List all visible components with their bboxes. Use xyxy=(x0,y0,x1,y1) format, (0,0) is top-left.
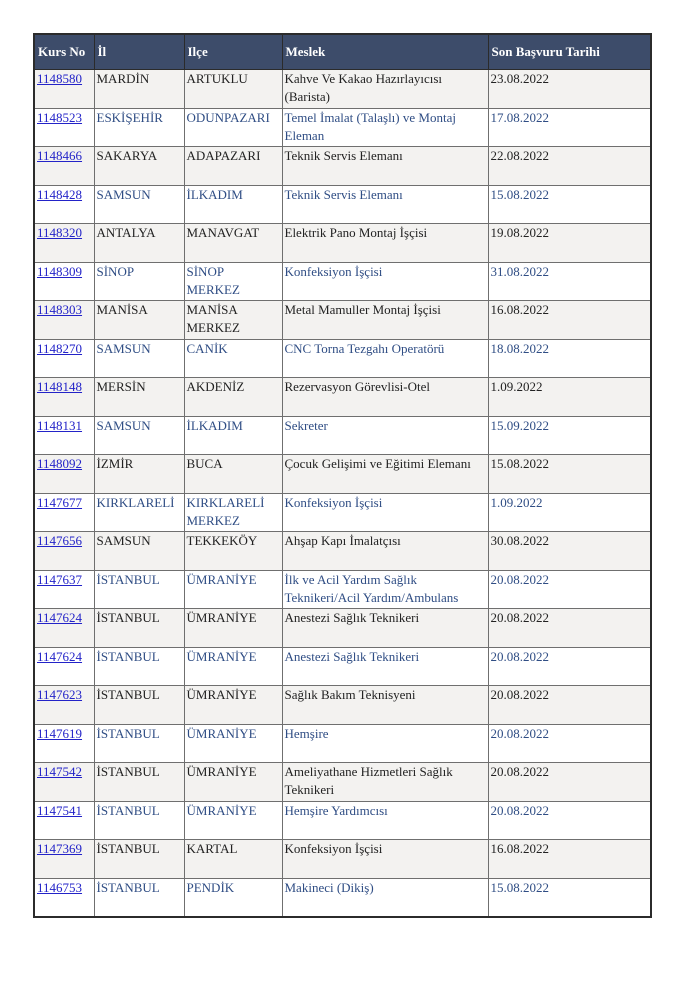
meslek-cell: Hemşire Yardımcısı xyxy=(282,801,488,840)
son-basvuru-tarihi-cell: 20.08.2022 xyxy=(488,609,651,648)
il-cell: ANTALYA xyxy=(94,224,184,263)
son-basvuru-tarihi-cell: 23.08.2022 xyxy=(488,70,651,109)
son-basvuru-tarihi-cell: 18.08.2022 xyxy=(488,339,651,378)
meslek-cell: CNC Torna Tezgahı Operatörü xyxy=(282,339,488,378)
meslek-cell: Sağlık Bakım Teknisyeni xyxy=(282,686,488,725)
kurs-no-link[interactable]: 1148092 xyxy=(37,456,83,471)
meslek-cell: Kahve Ve Kakao Hazırlayıcısı (Barista) xyxy=(282,70,488,109)
ilce-cell: MANİSA MERKEZ xyxy=(184,301,282,340)
kurs-no-cell xyxy=(34,147,94,186)
course-list-page xyxy=(33,33,650,918)
table-row xyxy=(34,147,651,186)
meslek-cell: Konfeksiyon İşçisi xyxy=(282,840,488,879)
header-ilce: Ilçe xyxy=(184,34,282,70)
il-cell: SAMSUN xyxy=(94,339,184,378)
ilce-cell: PENDİK xyxy=(184,878,282,917)
table-row xyxy=(34,763,651,802)
ilce-cell: ÜMRANİYE xyxy=(184,801,282,840)
table-row xyxy=(34,686,651,725)
kurs-no-link[interactable]: 1147619 xyxy=(37,725,83,741)
kurs-no-link[interactable]: 1147656 xyxy=(37,533,83,548)
kurs-no-link[interactable]: 1147624 xyxy=(37,648,83,664)
son-basvuru-tarihi-cell: 20.08.2022 xyxy=(488,763,651,802)
son-basvuru-tarihi-cell: 20.08.2022 xyxy=(488,724,651,763)
il-cell: SİNOP xyxy=(94,262,184,301)
kurs-no-cell xyxy=(34,493,94,532)
meslek-cell: Ameliyathane Hizmetleri Sağlık Teknikeri xyxy=(282,763,488,802)
meslek-cell: Makineci (Dikiş) xyxy=(282,878,488,917)
kurs-no-cell xyxy=(34,878,94,917)
ilce-cell: ÜMRANİYE xyxy=(184,570,282,609)
meslek-cell: Hemşire xyxy=(282,724,488,763)
ilce-cell: İLKADIM xyxy=(184,416,282,455)
son-basvuru-tarihi-cell: 22.08.2022 xyxy=(488,147,651,186)
son-basvuru-tarihi-cell: 15.08.2022 xyxy=(488,878,651,917)
course-table xyxy=(33,33,652,918)
header-il: İl xyxy=(94,34,184,70)
kurs-no-link[interactable]: 1147637 xyxy=(37,571,83,587)
kurs-no-link[interactable]: 1148523 xyxy=(37,109,83,125)
table-row xyxy=(34,378,651,417)
table-row xyxy=(34,840,651,879)
il-cell: İSTANBUL xyxy=(94,840,184,879)
ilce-cell: CANİK xyxy=(184,339,282,378)
table-row xyxy=(34,185,651,224)
table-row xyxy=(34,609,651,648)
kurs-no-link[interactable]: 1148466 xyxy=(37,148,83,163)
kurs-no-cell xyxy=(34,609,94,648)
il-cell: MARDİN xyxy=(94,70,184,109)
kurs-no-link[interactable]: 1148428 xyxy=(37,186,83,202)
kurs-no-link[interactable]: 1148270 xyxy=(37,340,83,356)
kurs-no-cell xyxy=(34,532,94,571)
son-basvuru-tarihi-cell: 20.08.2022 xyxy=(488,647,651,686)
kurs-no-cell xyxy=(34,416,94,455)
kurs-no-cell xyxy=(34,840,94,879)
meslek-cell: Teknik Servis Elemanı xyxy=(282,147,488,186)
meslek-cell: Konfeksiyon İşçisi xyxy=(282,493,488,532)
kurs-no-link[interactable]: 1148309 xyxy=(37,263,83,279)
kurs-no-cell xyxy=(34,339,94,378)
il-cell: İSTANBUL xyxy=(94,763,184,802)
meslek-cell: Anestezi Sağlık Teknikeri xyxy=(282,609,488,648)
ilce-cell: TEKKEKÖY xyxy=(184,532,282,571)
ilce-cell: KARTAL xyxy=(184,840,282,879)
il-cell: MANİSA xyxy=(94,301,184,340)
il-cell: MERSİN xyxy=(94,378,184,417)
table-row xyxy=(34,339,651,378)
table-row xyxy=(34,493,651,532)
kurs-no-cell xyxy=(34,108,94,147)
table-header xyxy=(34,34,651,70)
son-basvuru-tarihi-cell: 15.08.2022 xyxy=(488,185,651,224)
il-cell: ESKİŞEHİR xyxy=(94,108,184,147)
table-row xyxy=(34,455,651,494)
kurs-no-link[interactable]: 1147677 xyxy=(37,494,83,510)
son-basvuru-tarihi-cell: 16.08.2022 xyxy=(488,301,651,340)
table-row xyxy=(34,301,651,340)
il-cell: İZMİR xyxy=(94,455,184,494)
kurs-no-cell xyxy=(34,185,94,224)
il-cell: İSTANBUL xyxy=(94,686,184,725)
il-cell: İSTANBUL xyxy=(94,570,184,609)
kurs-no-cell xyxy=(34,647,94,686)
son-basvuru-tarihi-cell: 31.08.2022 xyxy=(488,262,651,301)
kurs-no-cell xyxy=(34,224,94,263)
header-meslek: Meslek xyxy=(282,34,488,70)
ilce-cell: ÜMRANİYE xyxy=(184,763,282,802)
meslek-cell: Teknik Servis Elemanı xyxy=(282,185,488,224)
meslek-cell: Anestezi Sağlık Teknikeri xyxy=(282,647,488,686)
kurs-no-link[interactable]: 1148320 xyxy=(37,225,83,240)
kurs-no-cell xyxy=(34,262,94,301)
ilce-cell: ÜMRANİYE xyxy=(184,724,282,763)
il-cell: SAMSUN xyxy=(94,532,184,571)
son-basvuru-tarihi-cell: 1.09.2022 xyxy=(488,493,651,532)
meslek-cell: Konfeksiyon İşçisi xyxy=(282,262,488,301)
kurs-no-link[interactable]: 1148131 xyxy=(37,417,83,433)
il-cell: SAMSUN xyxy=(94,185,184,224)
table-row xyxy=(34,224,651,263)
kurs-no-link[interactable]: 1147542 xyxy=(37,764,83,779)
table-row xyxy=(34,532,651,571)
kurs-no-link[interactable]: 1146753 xyxy=(37,879,83,895)
il-cell: KIRKLARELİ xyxy=(94,493,184,532)
table-row xyxy=(34,570,651,609)
meslek-cell: Ahşap Kapı İmalatçısı xyxy=(282,532,488,571)
il-cell: İSTANBUL xyxy=(94,609,184,648)
il-cell: SAKARYA xyxy=(94,147,184,186)
son-basvuru-tarihi-cell: 30.08.2022 xyxy=(488,532,651,571)
ilce-cell: KIRKLARELİ MERKEZ xyxy=(184,493,282,532)
kurs-no-cell xyxy=(34,70,94,109)
kurs-no-cell xyxy=(34,763,94,802)
ilce-cell: ODUNPAZARI xyxy=(184,108,282,147)
son-basvuru-tarihi-cell: 15.08.2022 xyxy=(488,455,651,494)
header-son-basvuru-tarihi: Son Başvuru Tarihi xyxy=(488,34,651,70)
ilce-cell: İLKADIM xyxy=(184,185,282,224)
table-row xyxy=(34,70,651,109)
ilce-cell: ADAPAZARI xyxy=(184,147,282,186)
son-basvuru-tarihi-cell: 16.08.2022 xyxy=(488,840,651,879)
kurs-no-link[interactable]: 1147541 xyxy=(37,802,83,818)
son-basvuru-tarihi-cell: 19.08.2022 xyxy=(488,224,651,263)
ilce-cell: ÜMRANİYE xyxy=(184,609,282,648)
table-row xyxy=(34,416,651,455)
header-kurs-no: Kurs No xyxy=(34,34,94,70)
table-row xyxy=(34,647,651,686)
son-basvuru-tarihi-cell: 17.08.2022 xyxy=(488,108,651,147)
ilce-cell: ÜMRANİYE xyxy=(184,686,282,725)
ilce-cell: ÜMRANİYE xyxy=(184,647,282,686)
son-basvuru-tarihi-cell: 1.09.2022 xyxy=(488,378,651,417)
ilce-cell: AKDENİZ xyxy=(184,378,282,417)
meslek-cell: Çocuk Gelişimi ve Eğitimi Elemanı xyxy=(282,455,488,494)
header-row xyxy=(34,34,651,70)
kurs-no-cell xyxy=(34,301,94,340)
ilce-cell: ARTUKLU xyxy=(184,70,282,109)
kurs-no-link[interactable]: 1148148 xyxy=(37,379,83,394)
meslek-cell: Metal Mamuller Montaj İşçisi xyxy=(282,301,488,340)
table-row xyxy=(34,108,651,147)
table-body xyxy=(34,70,651,918)
son-basvuru-tarihi-cell: 15.09.2022 xyxy=(488,416,651,455)
kurs-no-cell xyxy=(34,455,94,494)
kurs-no-cell xyxy=(34,378,94,417)
meslek-cell: Sekreter xyxy=(282,416,488,455)
table-row xyxy=(34,801,651,840)
kurs-no-cell xyxy=(34,801,94,840)
son-basvuru-tarihi-cell: 20.08.2022 xyxy=(488,801,651,840)
kurs-no-link[interactable]: 1147624 xyxy=(37,610,83,625)
meslek-cell: Rezervasyon Görevlisi-Otel xyxy=(282,378,488,417)
son-basvuru-tarihi-cell: 20.08.2022 xyxy=(488,686,651,725)
kurs-no-link[interactable]: 1148580 xyxy=(37,71,83,86)
kurs-no-cell xyxy=(34,570,94,609)
il-cell: İSTANBUL xyxy=(94,801,184,840)
ilce-cell: BUCA xyxy=(184,455,282,494)
table-row xyxy=(34,878,651,917)
table-row xyxy=(34,262,651,301)
meslek-cell: İlk ve Acil Yardım Sağlık Teknikeri/Acil Yardım/Ambulans xyxy=(282,570,488,609)
il-cell: İSTANBUL xyxy=(94,724,184,763)
son-basvuru-tarihi-cell: 20.08.2022 xyxy=(488,570,651,609)
kurs-no-link[interactable]: 1147623 xyxy=(37,687,83,702)
meslek-cell: Elektrik Pano Montaj İşçisi xyxy=(282,224,488,263)
ilce-cell: SİNOP MERKEZ xyxy=(184,262,282,301)
il-cell: İSTANBUL xyxy=(94,878,184,917)
table-row xyxy=(34,724,651,763)
il-cell: SAMSUN xyxy=(94,416,184,455)
kurs-no-cell xyxy=(34,686,94,725)
il-cell: İSTANBUL xyxy=(94,647,184,686)
kurs-no-link[interactable]: 1148303 xyxy=(37,302,83,317)
ilce-cell: MANAVGAT xyxy=(184,224,282,263)
meslek-cell: Temel İmalat (Talaşlı) ve Montaj Eleman xyxy=(282,108,488,147)
kurs-no-link[interactable]: 1147369 xyxy=(37,841,83,856)
kurs-no-cell xyxy=(34,724,94,763)
